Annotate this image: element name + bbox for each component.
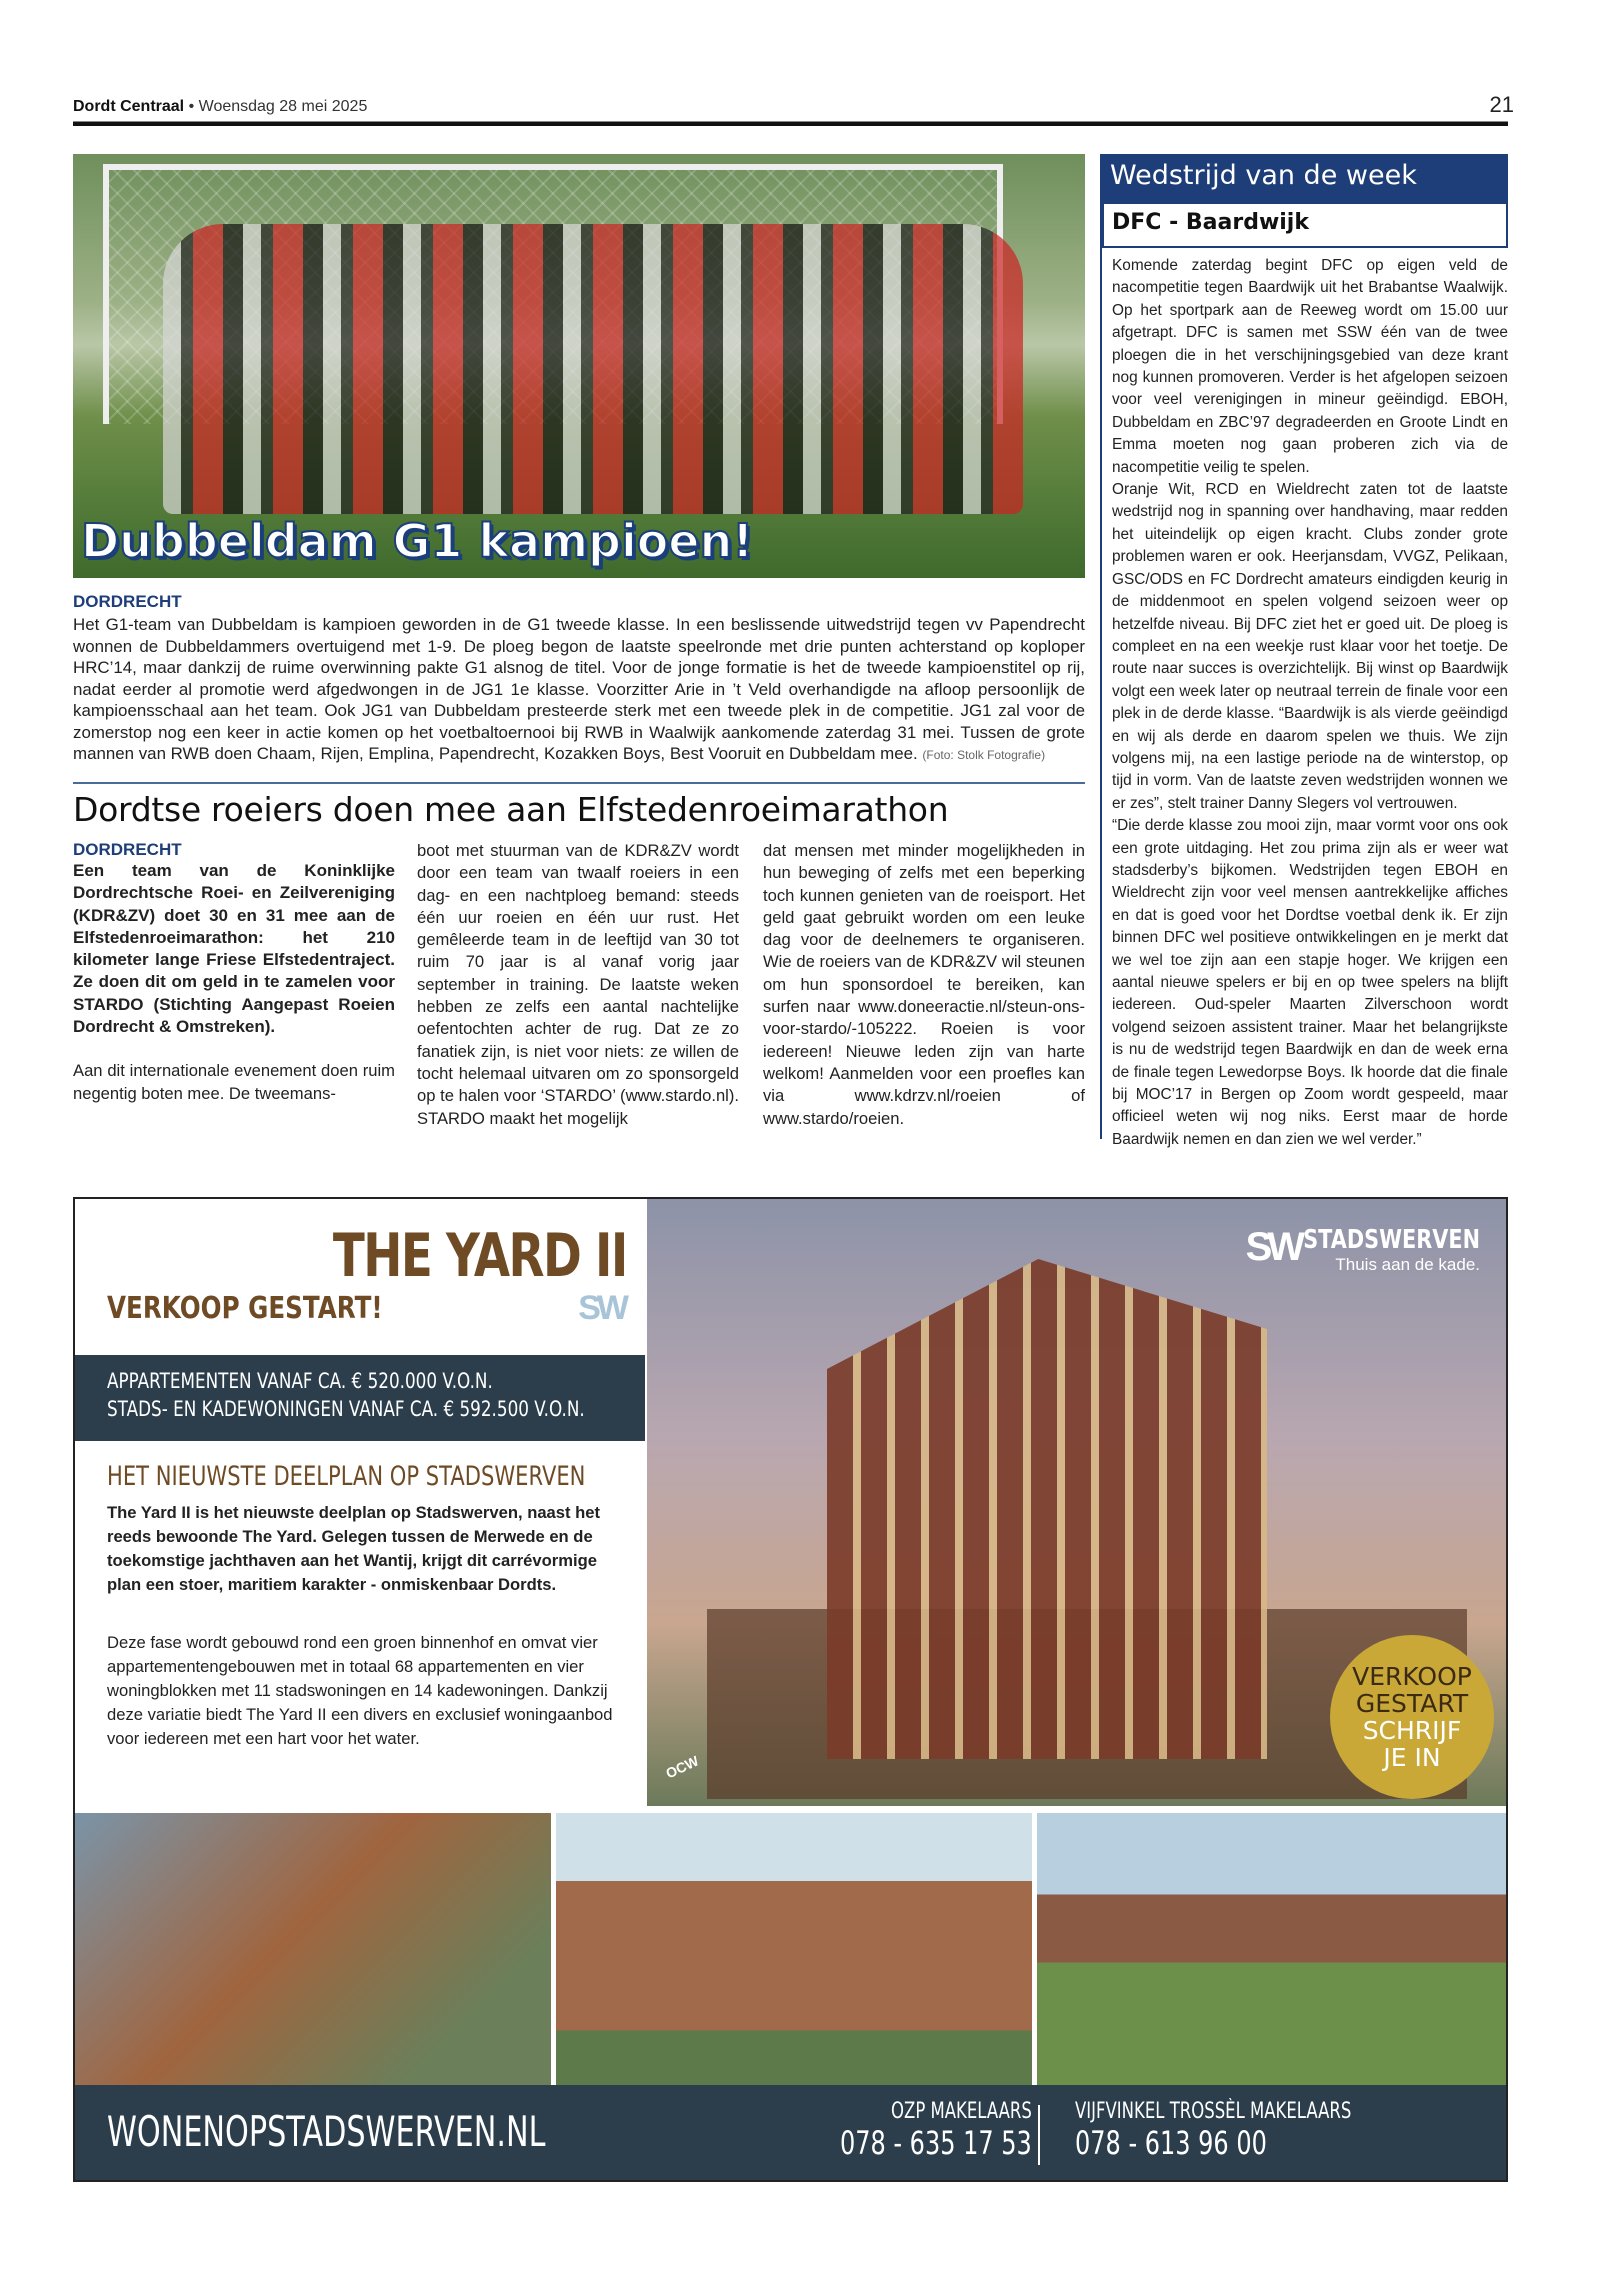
ad-subheading: HET NIEUWSTE DEELPLAN OP STADSWERVEN: [107, 1461, 586, 1492]
article2-column-1: [73, 840, 395, 1105]
website-link[interactable]: WONENOPSTADSWERVEN.NL: [107, 2107, 546, 2156]
ad-paragraph-2: Deze fase wordt gebouwd rond een groen binnenhof en omvat vier appartementengebouwen met in totaal 68 appartementen en vier woningblokken met 11 stadswoningen en 14 kadewoningen. Dankzij deze variatie biedt The Yard II een divers en exclusief woningaanbod voor iedereen met een hart voor het water.: [107, 1633, 613, 1748]
sw-logo-small: [578, 1289, 625, 1328]
page-header: [73, 98, 367, 116]
article2-kicker: DORDRECHT: [73, 840, 182, 859]
apartment-tower: [827, 1259, 1267, 1759]
agent-vijfvinkel: [1075, 2099, 1351, 2162]
badge-line: SCHRIJF: [1362, 1716, 1462, 1745]
ad-title: THE YARD II: [333, 1221, 627, 1291]
article2-text-2: boot met stuurman van de KDR&ZV wordt door een team van twaalf roeiers in een dag- en een nachtploeg bemand: steeds één uur roeien en één uur rust. Het gemêleerde team in de leeftijd van 30 tot ruim 70 jaar is al vanaf vorig jaar september in training. De laatste weken hebben ze zelfs een aantal nachtelijke oefentochten achter de rug. Dat ze zo fanatiek zijn, is niet voor niets: ze willen de tocht helemaal uitvaren om zo sponsorgeld op te halen voor ‘STARDO’ (www.stardo.nl). STARDO maakt het mogelijk: [417, 841, 739, 1128]
render-thumbnail-2: [556, 1813, 1032, 2085]
ad-paragraph-1: The Yard II is het nieuwste deelplan op Stadswerven, naast het reeds bewoonde The Yard. Gelegen tussen de Merwede en de toekomstige jachthaven aan het Wantij, krijgt dit carrévormige plan een stoer, maritiem karakter - onmiskenbaar Dordts.: [107, 1503, 601, 1594]
sale-badge[interactable]: [1330, 1635, 1494, 1799]
article1-text: Het G1-team van Dubbeldam is kampioen geworden in de G1 tweede klasse. In een beslissende uitwedstrijd tegen vv Papendrecht wonnen de Dubbeldammers overtuigend met 1-9. De ploeg begon de laatste speelronde met drie punten achterstand op koploper HRC’14, maar dankzij de ruime overwinning pakte G1 alsnog de titel. Voor de jonge formatie is het de tweede kampioenstitel op rij, nadat eerder al promotie werd afgedwongen in de JG1 1e klasse. Voorzitter Arie in ’t Veld overhandigde na afloop persoonlijk de kampioensschaal aan het team. Ook JG1 van Dubbeldam presteerde sterk met een tweede plek in de competitie. JG1 zal voor de zomerstop nog een keer in actie komen op het voetbaltoernooi bij RWB in Waalwijk aankomende zaterdag 31 mei. Tussen de grote mannen van RWB doen Chaam, Rijen, Emplina, Papendrecht, Kozakken Boys, Best Vooruit en Dubbeldam mee.: [73, 615, 1085, 763]
team-players: [163, 224, 1023, 514]
render-thumbnail-1: [75, 1813, 551, 2085]
brand-tagline: Thuis aan de kade.: [1335, 1255, 1480, 1274]
article1-body: [73, 614, 1085, 767]
sidebar-heading: Wedstrijd van de week: [1102, 154, 1508, 204]
sidebar-paragraph: Komende zaterdag begint DFC op eigen veld de nacompetitie tegen Baardwijk uit het Brabantse Waalwijk. Op het sportpark aan de Reeweg wordt om 15.00 uur afgetrapt. DFC is samen met SSW één van de twee ploegen die in het verschijningsgebied van deze krant nog kunnen promoveren. Verder is het afgelopen seizoen voor veel verenigingen in mineur geëindigd. EBOH, Dubbeldam en ZBC’97 degradeerden en Groote Lindt en Emma moeten nog gaan proberen zich via de nacompetitie veilig te spelen.: [1112, 257, 1508, 476]
sidebar-paragraph: “Die derde klasse zou mooi zijn, maar vormt voor ons ook een grote uitdaging. Het zou prima zijn als er weer wat stadsderby’s bijkomen. Wedstrijden tegen EBOH en Wieldrecht zijn voor veel mensen aantrekkelijke affiches en dat is goed voor het Dordtse voetbal denk ik. Er zijn binnen DFC wel positieve ontwikkelingen en je merkt dat we wel toe zijn aan een stapje hoger. We krijgen een aantal nieuwe spelers er bij en op twee spelers na blijft iedereen. Oud-speler Maarten Zilverschoon wordt volgend seizoen assistent trainer. Maar het belangrijkste is nu de wedstrijd tegen Baardwijk en dan de week erna de finale tegen Lewedorpse Boys. Ik hoorde dat die finale bij MOC’17 in Bergen op Zoom wordt gespeeld, maar officieel weten wij nog niks. Eerst maar de horde Baardwijk nemen en dan zien we wel verder.”: [1112, 817, 1508, 1148]
agent-name: OZP MAKELAARS: [891, 2099, 1032, 2124]
sidebar-body: [1112, 255, 1508, 1151]
brand-name: STADSWERVEN: [1303, 1225, 1480, 1255]
sidebar-rule: [1100, 154, 1102, 1139]
ad-text-panel: [75, 1199, 647, 1809]
article2-text-1: Aan dit internationale evenement doen ruim negentig boten mee. De tweemans-: [73, 1061, 395, 1103]
team-photo: [73, 154, 1085, 578]
match-title: DFC - Baardwijk: [1102, 204, 1508, 248]
article2-column-3: [763, 840, 1085, 1130]
article2-lead: Een team van de Koninklijke Dordrechtsche Roei- en Zeilvereniging (KDR&ZV) doet 30 en 31 mee aan de Elfstedenroeimarathon: het 210 kilometer lange Friese Elfstedentraject. Ze doen dit om geld in te zamelen voor STARDO (Stichting Aangepast Roeien Dordrecht & Omstreken).: [73, 861, 395, 1037]
separator: •: [184, 98, 199, 115]
price-apartments: APPARTEMENTEN VANAF CA. € 520.000 V.O.N.: [107, 1369, 493, 1393]
article2-headline: Dordtse roeiers doen mee aan Elfstedenroeimarathon: [73, 790, 949, 829]
article2-text-3: dat mensen met minder mogelijkheden in hun beweging of zelfs met een beperking toch kunnen genieten van de roeisport. Het geld gaat gebruikt worden om een leuke dag voor de deelnemers te organiseren. Wie de roeiers van de KDR&ZV wil steunen om hun sponsordoel te bereiken, kan surfen naar www.doneeractie.nl/steun-ons-voor-stardo/-105222. Roeien is voor iedereen! Nieuwe leden zijn van harte welkom! Aanmelden voor een proefles kan via www.kdrzv.nl/roeien of www.stardo/roeien.: [763, 841, 1085, 1128]
sw-mark: SW: [1245, 1225, 1300, 1269]
issue-date: Woensdag 28 mei 2025: [198, 98, 368, 115]
stadswerven-logo: [1245, 1225, 1480, 1275]
agent-phone[interactable]: 078 - 613 96 00: [1075, 2124, 1267, 2162]
article-divider: [73, 782, 1085, 784]
paper-name: Dordt Centraal: [73, 98, 185, 115]
price-houses: STADS- EN KADEWONINGEN VANAF CA. € 592.500 V.O.N.: [107, 1397, 585, 1421]
sidebar-paragraph: Oranje Wit, RCD en Wieldrecht zaten tot de laatste wedstrijd nog in spanning over handhaving, maar redden het uiteindelijk op eigen kracht. Clubs zonder grote problemen waren er ook. Heerjansdam, VVGZ, Pelikaan, GSC/ODS en FC Dordrecht amateurs eindigden keurig in de middenmoot en spelen volgend seizoen weer op hetzelfde niveau. Bij DFC ziet het er goed uit. De ploeg is compleet en na een weekje rust klaar voor het toetje. De route naar succes is overzichtelijk. Bij winst op Baardwijk volgt een week later op neutraal terrein de finale voor een plek in de derde klasse. “Baardwijk is als vierde geëindigd en wij als derde en daarom spelen we thuis. We zijn volgens mij, na een lastige periode na de winterstop, op tijd in vorm. Van de laatste zeven wedstrijden wonnen we er zes”, stelt trainer Danny Slegers vol vertrouwen.: [1112, 481, 1508, 812]
agent-ozp: [840, 2099, 1032, 2162]
render-thumbnail-3: [1037, 1813, 1508, 2085]
article1-kicker: DORDRECHT: [73, 592, 182, 611]
sw-logo-text: SW: [578, 1289, 625, 1327]
agent-name: VIJFVINKEL TROSSÈL MAKELAARS: [1075, 2099, 1352, 2124]
badge-line: VERKOOP: [1352, 1662, 1472, 1691]
agent-divider: [1038, 2105, 1040, 2165]
price-band: [75, 1355, 645, 1441]
article2-column-2: [417, 840, 739, 1130]
badge-line: GESTART: [1355, 1689, 1469, 1718]
photo-credit: (Foto: Stolk Fotografie): [922, 748, 1046, 762]
header-rule: [73, 121, 1508, 126]
photo-headline: Dubbeldam G1 kampioen!: [81, 514, 754, 568]
agent-phone[interactable]: 078 - 635 17 53: [840, 2124, 1032, 2162]
ocw-logo: OCW: [663, 1752, 701, 1782]
ad-footer: [75, 2085, 1508, 2182]
advertisement[interactable]: [73, 1197, 1508, 2182]
sale-started: VERKOOP GESTART!: [107, 1291, 383, 1326]
badge-line: JE IN: [1383, 1743, 1441, 1772]
page-number: 21: [1489, 92, 1514, 117]
